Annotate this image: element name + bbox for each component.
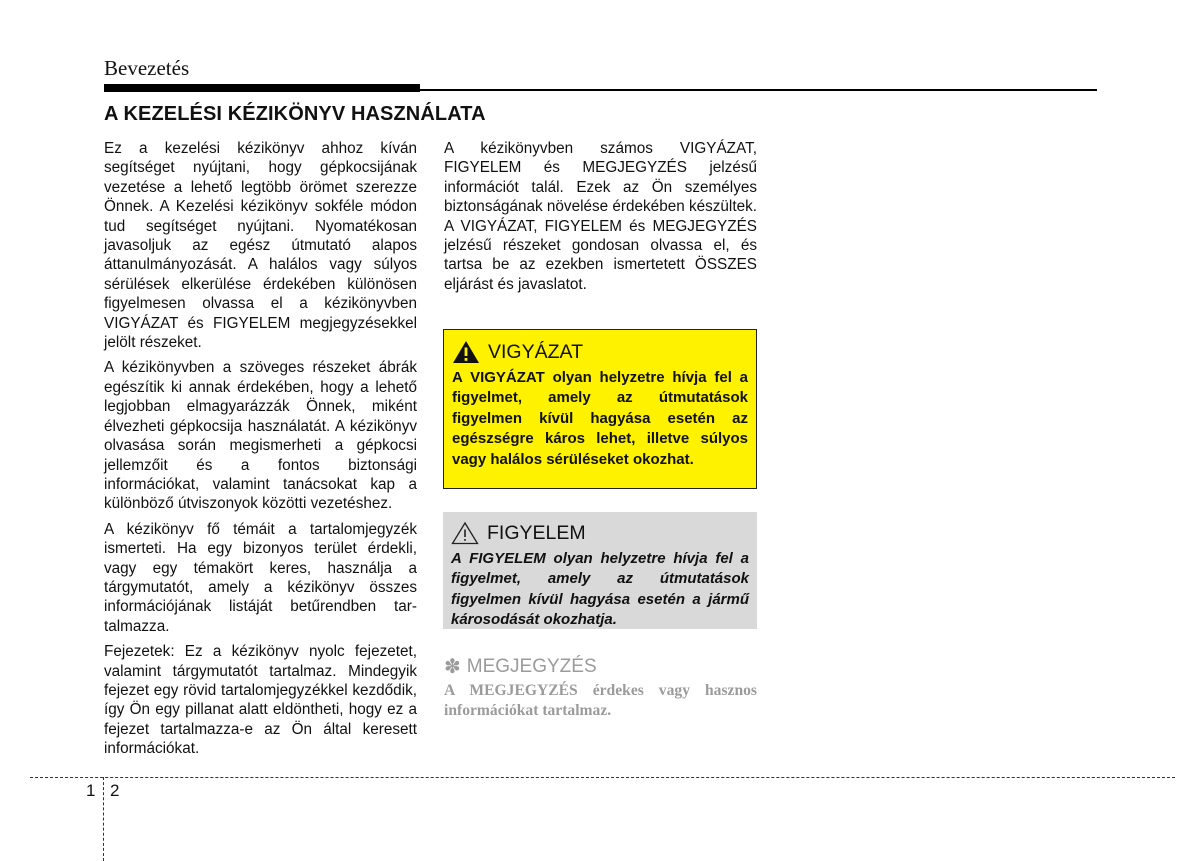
warning-box — [443, 329, 757, 489]
contents-paragraph: A kézikönyv fő témáit a tartalomjegyzék ismerteti. Ha egy bizonyos terület érdekli, vagy egy témakört keres, használja a tárgymutatót, amely a kézikönyv összes információjának listáját betűrendben tartalmazza. — [104, 520, 417, 635]
intro-paragraph: Ez a kezelési kézikönyv ahhoz kíván segítséget nyújtani, hogy gépkocsijának vezetése a lehető legtöbb örömet szerezze Önnek. A Kezelési kézikönyv sokféle módon tud segítséget nyújtani. Nyomatékosan javasoljuk az egész útmutató alapos áttanulmányozását. A halálos vagy súlyos sérülések elkerülése érdekében különösen figyelmesen olvassa el a kézikönyvben VIGYÁZAT és FIGYELEM megjegyzésekkel jelölt részeket. — [104, 140, 417, 352]
page-number: 2 — [110, 781, 120, 800]
note-header — [444, 654, 597, 679]
right-column — [444, 139, 757, 300]
caution-triangle-icon — [451, 521, 479, 545]
header-rule-thin — [420, 89, 1097, 91]
section-header: Bevezetés — [104, 56, 190, 80]
left-column — [104, 139, 417, 765]
warning-text: A VIGYÁZAT olyan helyzetre hívja fel a figyelmet, amely az útmutatások figyelmen kívül hagyása esetén az egészségre káros lehet, illetve súlyos vagy halálos sérüléseket okozhat. — [452, 369, 748, 468]
warning-header — [452, 339, 748, 365]
notices-paragraph: A kézikönyvben számos VIGYÁZAT, FIGYELEM és MEGJEGYZÉS jelzésű információt talál. Ezek az Ön személyes biztonságának növelése érdekében készültek. A VIGYÁZAT, FIGYELEM és MEGJEGYZÉS jelzésű részeket gondosan olvassa el, és tartsa be az ezekben ismertetett ÖSSZES eljárást és javaslatot. — [444, 140, 757, 293]
footer-dashed-divider — [103, 777, 104, 861]
caution-box — [443, 512, 757, 629]
page-title: A KEZELÉSI KÉZIKÖNYV HASZNÁLATA — [104, 103, 486, 125]
chapters-paragraph: Fejezetek: Ez a kézikönyv nyolc fejezetet, valamint tárgymutatót tartalmaz. Mindegyik fejezet egy rövid tartalomjegyzékkel kezdődik, így Ön egy pillanat alatt eldöntheti, hogy ez a fejezet tartalmazza-e az Ön által keresett információkat. — [104, 643, 417, 758]
caution-text: A FIGYELEM olyan helyzetre hívja fel a figyelmet, amely az útmutatások figyelmen kívül hagyása esetén a jármű károsodását okozhatja. — [451, 550, 749, 629]
warning-triangle-icon — [452, 340, 480, 364]
caution-header — [451, 520, 749, 546]
note-title: MEGJEGYZÉS — [466, 655, 597, 677]
chapter-number: 1 — [86, 781, 96, 800]
header-rule-thick — [104, 84, 420, 92]
note-star-icon: ✽ — [444, 656, 461, 678]
note-text: A MEGJEGYZÉS érdekes vagy hasznos információkat tartalmaz. — [444, 682, 757, 719]
caution-title: FIGYELEM — [487, 521, 586, 544]
footer-dashed-rule — [30, 777, 1175, 778]
warning-title: VIGYÁZAT — [488, 340, 583, 363]
illustrations-paragraph: A kézikönyvben a szöveges részeket ábrák egészítik ki annak érdekében, hogy a lehető legjobban elmagyarázzák Önnek, miként élvezheti gépkocsija használatát. A kézikönyv olvasása során megismerheti a gépkocsi jellemzőit és a fontos biztonsági információkat, valamint tanácsokat kap a különböző útviszonyok közötti vezetéshez. — [104, 359, 417, 513]
